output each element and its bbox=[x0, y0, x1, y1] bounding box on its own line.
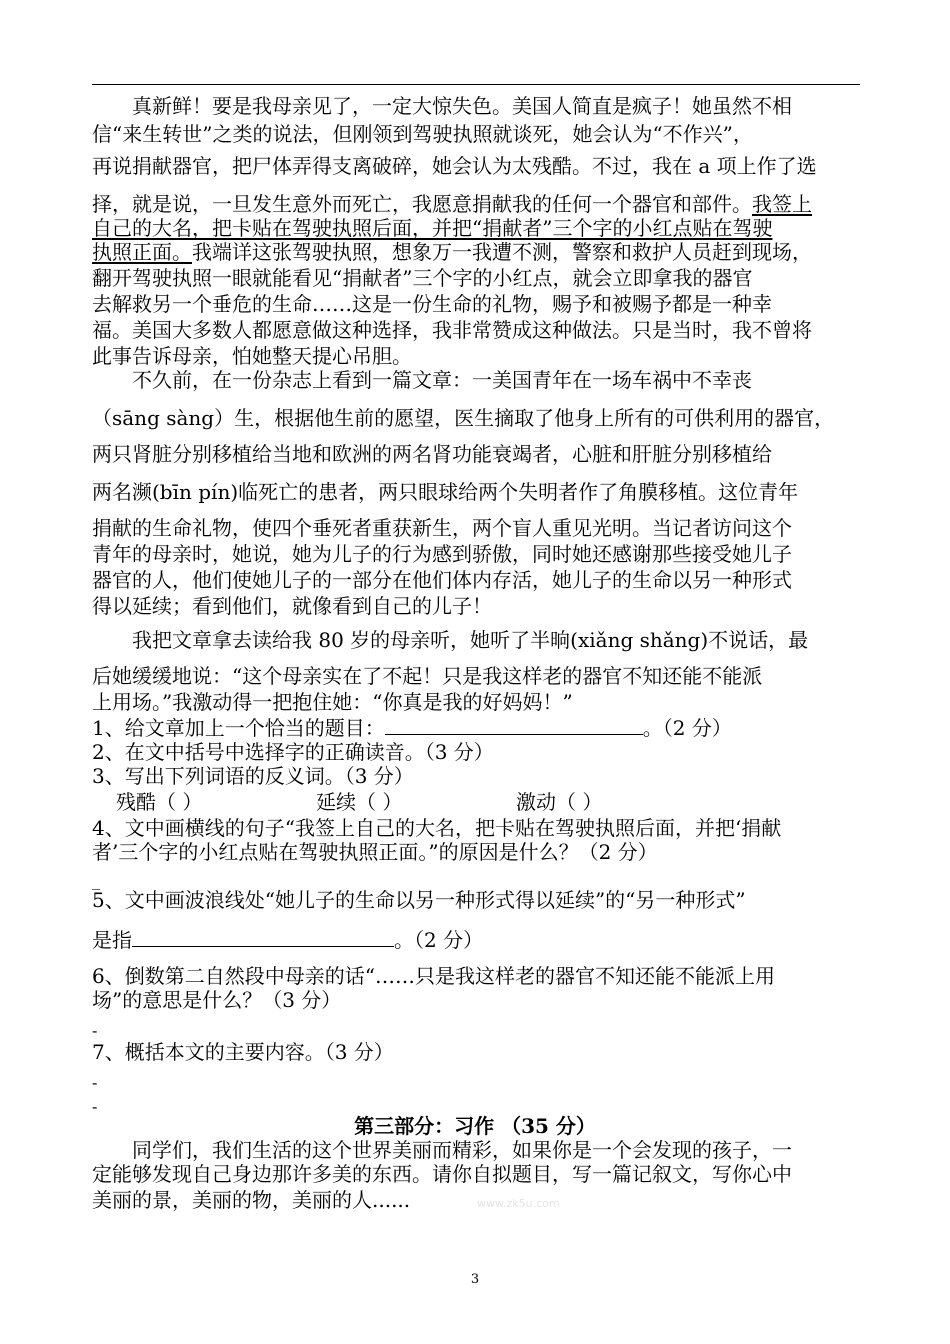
passage-line: 捐献的生命礼物，使四个垂死者重获新生，两个盲人重见光明。当记者访问这个 bbox=[92, 516, 792, 540]
question-text: 是指 bbox=[92, 928, 132, 952]
passage-line: 真新鲜！要是我母亲见了，一定大惊失色。美国人简直是疯子！她虽然不相 bbox=[132, 94, 792, 118]
answer-blank[interactable] bbox=[385, 716, 643, 735]
answer-blank[interactable] bbox=[132, 928, 394, 947]
question-text: 1、给文章加上一个恰当的题目： bbox=[92, 716, 385, 740]
question-4: 4、文中画横线的句子“我签上自己的大名，把卡贴在驾驶执照后面，并把‘捐献 bbox=[92, 816, 782, 840]
passage-line: 信“来生转世”之类的说法，但刚领到驾驶执照就谈死，她会认为“不作兴”， bbox=[92, 122, 753, 146]
answer-line-mark[interactable]: _ bbox=[92, 871, 100, 890]
question-4: 者’三个字的小红点贴在驾驶执照正面。”的原因是什么？（2 分） bbox=[92, 840, 658, 864]
passage-line: 得以延续；看到他们，就像看到自己的儿子！ bbox=[92, 594, 492, 618]
prompt-line: 定能够发现自己身边那许多美的东西。请你自拟题目，写一篇记叙文，写你心中 bbox=[92, 1162, 792, 1186]
passage-line bbox=[92, 240, 872, 264]
antonym-item[interactable]: 激动（ ） bbox=[516, 790, 603, 814]
answer-line-mark[interactable]: - bbox=[92, 1097, 98, 1116]
passage-line: 青年的母亲时，她说，她为儿子的行为感到骄傲，同时她还感谢那些接受她儿子 bbox=[92, 542, 792, 566]
passage-line bbox=[92, 192, 872, 216]
question-text: 。（2 分） bbox=[642, 716, 732, 740]
passage-line: 翻开驾驶执照一眼就能看见“捐献者”三个字的小红点，就会立即拿我的器官 bbox=[92, 266, 753, 290]
section-heading: 第三部分：习作 （35 分） bbox=[354, 1114, 596, 1138]
question-3: 3、写出下列词语的反义词。（3 分） bbox=[92, 764, 414, 788]
underlined-sentence: 我签上 bbox=[752, 192, 812, 216]
question-text: 。（2 分） bbox=[394, 928, 484, 952]
passage-line: （sāng sàng）生，根据他生前的愿望，医生摘取了他身上所有的可供利用的器官， bbox=[92, 406, 835, 430]
underlined-sentence: 自己的大名，把卡贴在驾驶执照后面，并把“捐献者”三个字的小红点贴在驾驶 bbox=[92, 216, 773, 240]
passage-line: 上用场。”我激动得一把抱住她：“你真是我的好妈妈！” bbox=[92, 690, 573, 714]
question-5 bbox=[92, 928, 872, 952]
question-6: 6、倒数第二自然段中母亲的话“……只是我这样老的器官不知还能不能派上用 bbox=[92, 964, 775, 988]
question-7: 7、概括本文的主要内容。（3 分） bbox=[92, 1040, 394, 1064]
question-1 bbox=[92, 716, 872, 740]
page-number: 3 bbox=[470, 1272, 480, 1287]
passage-line: 两只肾脏分别移植给当地和欧洲的两名肾功能衰竭者，心脏和肝脏分别移植给 bbox=[92, 442, 772, 466]
prompt-line: 同学们，我们生活的这个世界美丽而精彩，如果你是一个会发现的孩子，一 bbox=[132, 1138, 792, 1162]
passage-text: 择，就是说，一旦发生意外而死亡，我愿意捐献我的任何一个器官和部件。 bbox=[92, 192, 752, 216]
passage-line: 福。美国大多数人都愿意做这种选择，我非常赞成这种做法。只是当时，我不曾将 bbox=[92, 318, 812, 342]
watermark: www.zk5u.com bbox=[477, 1197, 560, 1210]
passage-text: 我端详这张驾驶执照，想象万一我遭不测，警察和救护人员赶到现场， bbox=[192, 240, 812, 264]
answer-line-mark[interactable]: - bbox=[92, 1021, 98, 1040]
prompt-line: 美丽的景，美丽的物，美丽的人...... bbox=[92, 1188, 411, 1212]
question-6: 场”的意思是什么？（3 分） bbox=[92, 988, 342, 1012]
passage-line: 再说捐献器官，把尸体弄得支离破碎，她会认为太残酷。不过，我在 a 项上作了选 bbox=[92, 154, 817, 178]
answer-line-mark[interactable]: - bbox=[92, 1073, 98, 1092]
passage-line: 此事告诉母亲，怕她整天提心吊胆。 bbox=[92, 344, 412, 368]
passage-line: 不久前，在一份杂志上看到一篇文章：一美国青年在一场车祸中不幸丧 bbox=[132, 368, 752, 392]
passage-line: 器官的人，他们使她儿子的一部分在他们体内存活，她儿子的生命以另一种形式 bbox=[92, 568, 792, 592]
underlined-sentence: 执照正面。 bbox=[92, 240, 192, 264]
passage-line: 后她缓缓地说：“这个母亲实在了不起！只是我这样老的器官不知还能不能派 bbox=[92, 664, 763, 688]
question-5: 5、文中画波浪线处“她儿子的生命以另一种形式得以延续”的“另一种形式” bbox=[92, 888, 746, 912]
antonym-item[interactable]: 延续（ ） bbox=[316, 790, 403, 814]
antonym-item[interactable]: 残酷（ ） bbox=[116, 790, 203, 814]
question-2: 2、在文中括号中选择字的正确读音。（3 分） bbox=[92, 740, 494, 764]
passage-line: 我把文章拿去读给我 80 岁的母亲听，她听了半晌(xiǎng shǎng)不说话，最 bbox=[132, 628, 809, 652]
top-rule bbox=[92, 84, 860, 85]
passage-line: 两名濒(bīn pín)临死亡的患者，两只眼球给两个失明者作了角膜移植。这位青年 bbox=[92, 480, 799, 504]
passage-line: 去解救另一个垂危的生命……这是一份生命的礼物，赐予和被赐予都是一种幸 bbox=[92, 292, 772, 316]
